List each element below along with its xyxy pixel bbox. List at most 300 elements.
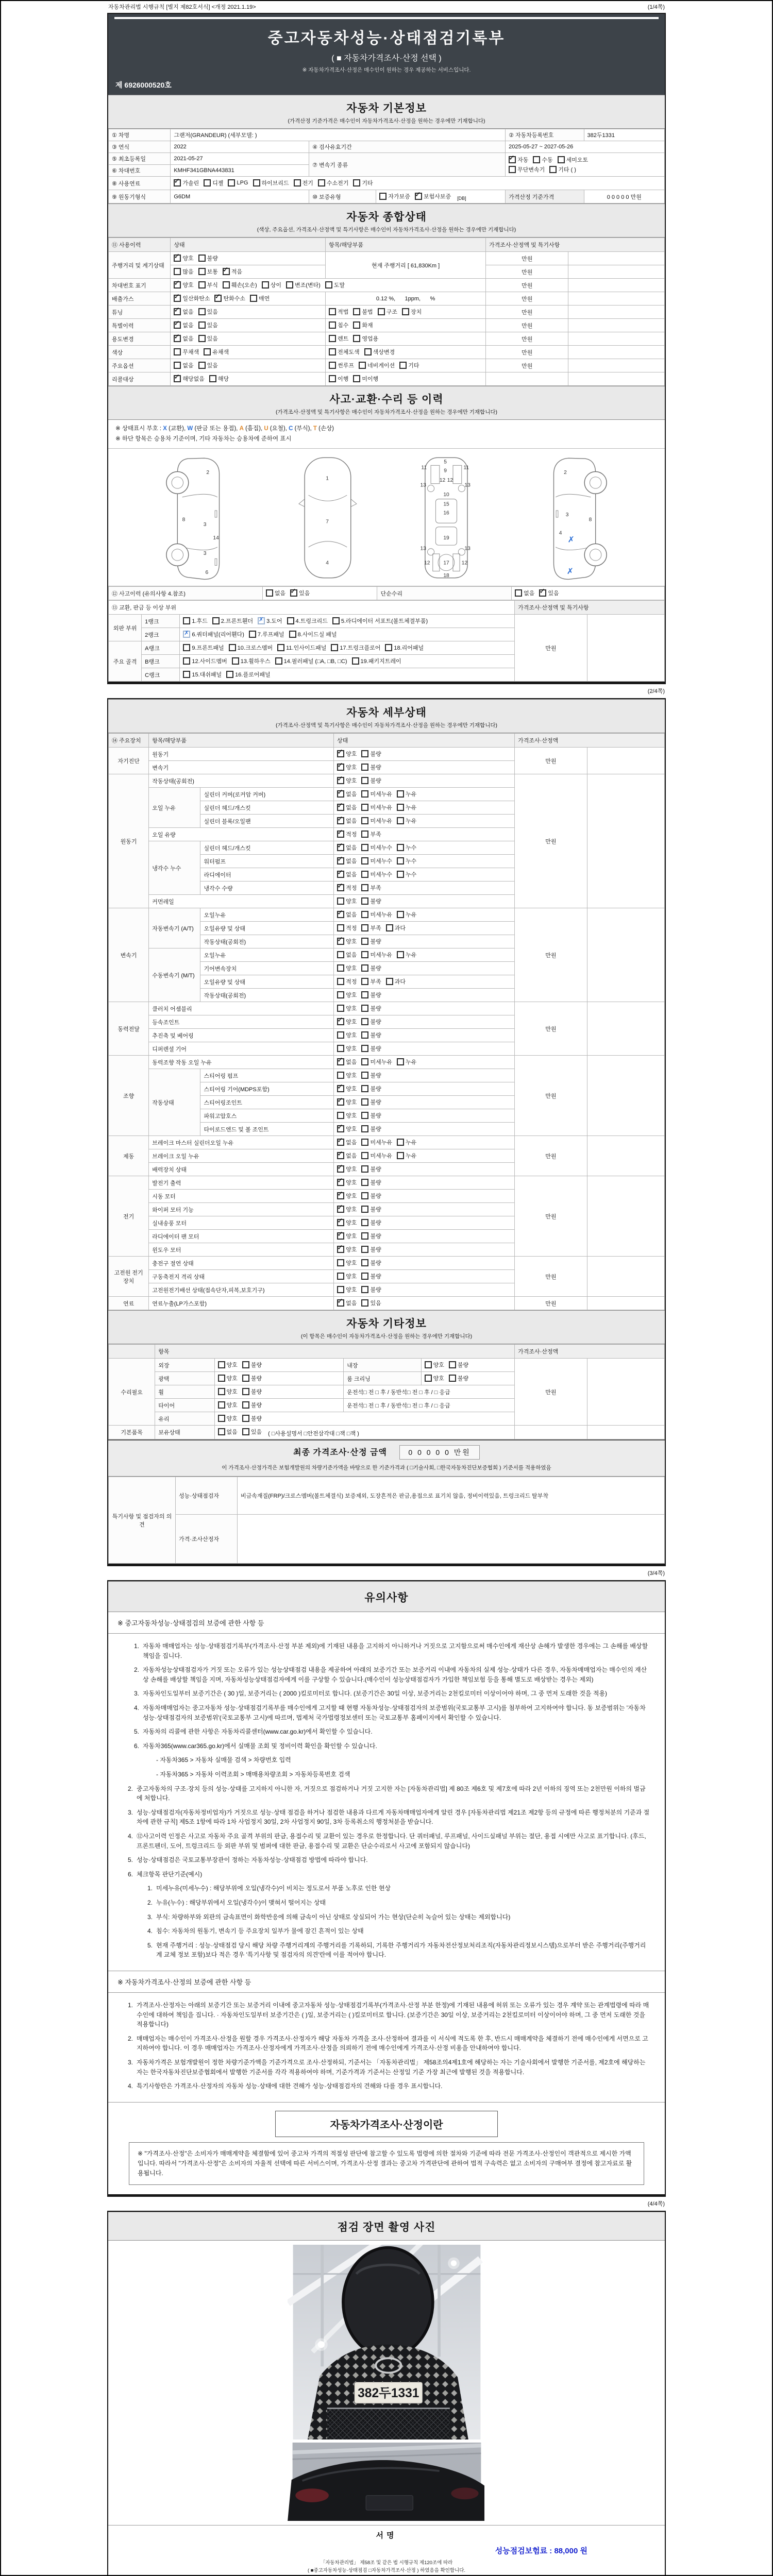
불량-checkbox[interactable] xyxy=(361,764,368,771)
불량-checkbox[interactable] xyxy=(361,777,368,784)
과다-checkbox[interactable] xyxy=(386,924,393,931)
불법-checkbox[interactable] xyxy=(353,308,360,315)
누유-checkbox[interactable] xyxy=(397,790,404,798)
10.크로스멤버-checkbox[interactable] xyxy=(229,644,236,651)
status-cell xyxy=(334,935,515,948)
없음-checkbox[interactable] xyxy=(337,1152,344,1159)
불량-checkbox[interactable] xyxy=(361,1072,368,1079)
부족-checkbox[interactable] xyxy=(361,978,368,985)
device-label: 변속기 xyxy=(109,908,149,1002)
양호-checkbox[interactable] xyxy=(337,938,344,945)
양호-checkbox[interactable] xyxy=(174,255,181,262)
없음-checkbox[interactable] xyxy=(337,1058,344,1065)
해당-checkbox[interactable] xyxy=(209,375,216,382)
훼손(오손)-checkbox[interactable] xyxy=(223,281,230,289)
price-cell: 만원 xyxy=(486,279,568,292)
미세누수-checkbox[interactable] xyxy=(361,857,368,865)
notice-item xyxy=(113,1689,651,1699)
overall-subtitle: (색상, 주요옵션, 가격조사·산정액 및 특기사항은 매수인이 자동차가격조사·산정을 원하는 경우에만 기재합니다) xyxy=(257,227,516,233)
불량-checkbox[interactable] xyxy=(361,1031,368,1039)
notice-text: ⑫사고이력 인정은 사고로 자동차 주요 골격 부위의 판금, 용접수리 및 교환이 있는 경우로 한정합니다. 단 쿼터패널, 루프패널, 사이드실패널 부위는 절단, 용접 시에만 사고로 표기합니다. (후드, 프론트펜더, 도어, 트렁크리드 등 외판 부위 및 범퍼에 대한 판금, 용접수리 및 교환은 단순수리로서 사고에 포함되지 않습니다) xyxy=(137,1833,646,1850)
sub-group-label: 자동변속기 (A/T) xyxy=(149,908,200,948)
option-label: 디젤 xyxy=(212,180,224,187)
basic-info-title: 자동차 기본정보 xyxy=(346,103,427,114)
4.트렁크리드-checkbox[interactable] xyxy=(287,617,294,624)
세미오토-checkbox[interactable] xyxy=(558,156,565,163)
렌트-checkbox[interactable] xyxy=(329,335,336,342)
누유-checkbox[interactable] xyxy=(397,1058,404,1065)
양호-checkbox[interactable] xyxy=(337,1005,344,1012)
자동-checkbox[interactable] xyxy=(509,156,516,163)
유채색-checkbox[interactable] xyxy=(204,348,211,355)
status-cell xyxy=(334,1216,515,1230)
option-label: 장치 xyxy=(410,309,422,315)
양호-checkbox[interactable] xyxy=(337,1192,344,1199)
일산화탄소-checkbox[interactable] xyxy=(174,295,181,302)
불량-checkbox[interactable] xyxy=(242,1401,249,1409)
price-cell: 만원 xyxy=(515,1136,587,1176)
16.플로어패널-checkbox[interactable] xyxy=(226,671,233,678)
notice-number: 1. xyxy=(133,1642,139,1650)
note-cell xyxy=(587,908,664,1002)
양호-checkbox[interactable] xyxy=(337,750,344,757)
checkbox-option xyxy=(242,1374,262,1382)
네비게이션-checkbox[interactable] xyxy=(359,362,366,369)
usage-history-label: 특별이력 xyxy=(109,319,171,332)
item-label: 파워고압호스 xyxy=(200,1109,334,1123)
5.라디에이터 서포트(볼트체결부품)-checkbox[interactable] xyxy=(332,617,340,624)
notices-list-2 xyxy=(108,1993,665,2102)
checkbox-option xyxy=(361,1044,381,1053)
불량-checkbox[interactable] xyxy=(449,1375,456,1382)
checkbox-option xyxy=(361,830,381,838)
없음-checkbox[interactable] xyxy=(337,804,344,811)
table-row xyxy=(109,1515,665,1564)
전기-checkbox[interactable] xyxy=(294,179,301,187)
col-major-device: ⑭ 주요장치 xyxy=(109,734,149,748)
19.패키지트레이-checkbox[interactable] xyxy=(352,657,359,665)
signature-line-1: 「자동차관리법」 제58조 및 같은 법 시행규칙 제120조에 따라 xyxy=(320,2560,453,2566)
있음-checkbox[interactable] xyxy=(290,589,297,597)
checkbox-option xyxy=(337,1125,357,1133)
checkbox-option xyxy=(337,1165,357,1173)
양호-checkbox[interactable] xyxy=(337,764,344,771)
불량-checkbox[interactable] xyxy=(361,1112,368,1119)
없음-checkbox[interactable] xyxy=(337,857,344,865)
양호-checkbox[interactable] xyxy=(337,1273,344,1280)
기타-checkbox[interactable] xyxy=(399,362,407,369)
불량-checkbox[interactable] xyxy=(361,1045,368,1052)
미세누수-checkbox[interactable] xyxy=(361,871,368,878)
미이행-checkbox[interactable] xyxy=(353,375,360,382)
있음-checkbox[interactable] xyxy=(198,335,206,342)
미세누유-checkbox[interactable] xyxy=(361,790,368,798)
불량-checkbox[interactable] xyxy=(242,1415,249,1422)
양호-checkbox[interactable] xyxy=(337,897,344,905)
불량-checkbox[interactable] xyxy=(361,1206,368,1213)
option-label: 불량 xyxy=(370,992,381,999)
replaced-panel-x-mark: ✗ xyxy=(566,567,574,577)
note-cell xyxy=(587,1002,664,1056)
checkbox-option xyxy=(337,1084,357,1093)
누수-checkbox[interactable] xyxy=(397,844,404,851)
불량-checkbox[interactable] xyxy=(361,1005,368,1012)
appraiser-opinion xyxy=(238,1515,665,1564)
불량-checkbox[interactable] xyxy=(361,1219,368,1226)
미세누유-checkbox[interactable] xyxy=(361,911,368,918)
불량-checkbox[interactable] xyxy=(242,1388,249,1395)
checkbox-option xyxy=(337,1192,357,1200)
other-info-section-header xyxy=(108,1310,665,1344)
없음-checkbox[interactable] xyxy=(218,1428,225,1435)
양호-checkbox[interactable] xyxy=(337,1112,344,1119)
부족-checkbox[interactable] xyxy=(361,831,368,838)
checkbox-option xyxy=(329,361,354,369)
있음-checkbox[interactable] xyxy=(198,308,206,315)
table-header-row xyxy=(109,601,665,615)
무채색-checkbox[interactable] xyxy=(174,348,181,355)
미세누유-checkbox[interactable] xyxy=(361,1058,368,1065)
기타 ( )-checkbox[interactable] xyxy=(549,166,557,173)
8.사이드실 패널-checkbox[interactable] xyxy=(289,631,296,638)
부식-checkbox[interactable] xyxy=(198,281,206,289)
checkbox-option xyxy=(204,179,223,187)
svg-text:14: 14 xyxy=(213,535,219,541)
장치-checkbox[interactable] xyxy=(402,308,409,315)
양호-checkbox[interactable] xyxy=(218,1375,225,1382)
6.쿼터패널(리어휀다)-checkbox[interactable] xyxy=(183,631,190,638)
1.후드-checkbox[interactable] xyxy=(183,617,190,624)
양호-checkbox[interactable] xyxy=(337,1206,344,1213)
불량-checkbox[interactable] xyxy=(361,1125,368,1132)
양호-checkbox[interactable] xyxy=(425,1375,432,1382)
누유-checkbox[interactable] xyxy=(397,911,404,918)
option-label: 있음 xyxy=(207,363,218,369)
table-row xyxy=(109,1359,665,1372)
기타-checkbox[interactable] xyxy=(353,179,360,187)
불량-checkbox[interactable] xyxy=(361,964,368,972)
불량-checkbox[interactable] xyxy=(361,1098,368,1106)
적정-checkbox[interactable] xyxy=(337,924,344,931)
불량-checkbox[interactable] xyxy=(361,1085,368,1092)
보통-checkbox[interactable] xyxy=(198,268,206,275)
table-row xyxy=(109,346,665,359)
17.트렁크플로어-checkbox[interactable] xyxy=(331,644,338,651)
option-label: 없음 xyxy=(346,1140,357,1146)
note-cell xyxy=(587,1359,664,1426)
불량-checkbox[interactable] xyxy=(361,938,368,945)
상이-checkbox[interactable] xyxy=(262,281,269,289)
있음-checkbox[interactable] xyxy=(198,362,206,369)
checkbox-option xyxy=(397,843,416,852)
checkbox-option xyxy=(353,321,373,329)
option-label: 누수 xyxy=(405,872,417,878)
있음-checkbox[interactable] xyxy=(361,1299,368,1307)
checkbox-option xyxy=(337,1272,357,1280)
하이브리드-checkbox[interactable] xyxy=(253,179,260,187)
없음-checkbox[interactable] xyxy=(337,951,344,958)
item-label: 와이퍼 모터 기능 xyxy=(149,1203,334,1216)
checkbox-option xyxy=(337,1018,357,1026)
양호-checkbox[interactable] xyxy=(337,1246,344,1253)
없음-checkbox[interactable] xyxy=(174,362,181,369)
양호-checkbox[interactable] xyxy=(337,1085,344,1092)
price-cell: 만원 xyxy=(486,346,568,359)
불량-checkbox[interactable] xyxy=(361,1273,368,1280)
checkbox-option xyxy=(352,657,401,665)
누유-checkbox[interactable] xyxy=(397,1139,404,1146)
notice-number: 2. xyxy=(147,1899,153,1906)
3.도어-checkbox[interactable] xyxy=(258,617,265,624)
불량-checkbox[interactable] xyxy=(361,1286,368,1293)
썬루프-checkbox[interactable] xyxy=(329,362,336,369)
양호-checkbox[interactable] xyxy=(337,1045,344,1052)
item-label: 충전구 절연 상태 xyxy=(149,1257,334,1270)
적정-checkbox[interactable] xyxy=(337,831,344,838)
option-label: 미세누수 xyxy=(370,858,392,865)
table-row xyxy=(109,153,665,165)
checkbox-option xyxy=(379,192,410,200)
car-name-value: 그랜저(GRANDEUR) (세부모델: ) xyxy=(171,129,506,141)
적정-checkbox[interactable] xyxy=(337,884,344,891)
없음-checkbox[interactable] xyxy=(515,589,522,597)
미세누유-checkbox[interactable] xyxy=(361,951,368,958)
option-label: 부족 xyxy=(370,925,381,932)
매연-checkbox[interactable] xyxy=(250,295,257,302)
누유-checkbox[interactable] xyxy=(397,817,404,824)
option-label: 미세누유 xyxy=(370,1059,392,1066)
양호-checkbox[interactable] xyxy=(337,1259,344,1266)
양호-checkbox[interactable] xyxy=(337,1179,344,1186)
svg-text:18: 18 xyxy=(443,572,449,579)
item-label: 오일누유 xyxy=(200,908,334,922)
불량-checkbox[interactable] xyxy=(361,1179,368,1186)
양호-checkbox[interactable] xyxy=(218,1361,225,1368)
option-label: 미세누수 xyxy=(370,872,392,878)
적법-checkbox[interactable] xyxy=(329,308,336,315)
누수-checkbox[interactable] xyxy=(397,871,404,878)
11.인사이드패널-checkbox[interactable] xyxy=(277,644,284,651)
불량-checkbox[interactable] xyxy=(361,1018,368,1025)
inspection-photo-rear xyxy=(288,2443,486,2521)
누유-checkbox[interactable] xyxy=(397,804,404,811)
불량-checkbox[interactable] xyxy=(361,991,368,998)
영업용-checkbox[interactable] xyxy=(353,335,360,342)
option-label: 양호 xyxy=(346,1046,357,1053)
2.프론트휀더-checkbox[interactable] xyxy=(212,617,220,624)
불량-checkbox[interactable] xyxy=(361,897,368,905)
accident-title: 사고·교환·수리 등 이력 xyxy=(329,394,444,405)
status-cell xyxy=(334,1109,515,1123)
미세누수-checkbox[interactable] xyxy=(361,844,368,851)
checkbox-option xyxy=(258,617,282,625)
양호-checkbox[interactable] xyxy=(337,1286,344,1293)
미세누유-checkbox[interactable] xyxy=(361,817,368,824)
부족-checkbox[interactable] xyxy=(361,884,368,891)
양호-checkbox[interactable] xyxy=(425,1361,432,1368)
status-cell xyxy=(214,1399,344,1412)
양호-checkbox[interactable] xyxy=(337,1072,344,1079)
option-label: 없음 xyxy=(346,805,357,811)
불량-checkbox[interactable] xyxy=(242,1361,249,1368)
누유-checkbox[interactable] xyxy=(397,1152,404,1159)
양호-checkbox[interactable] xyxy=(337,1219,344,1226)
notice-number: 5. xyxy=(127,1856,133,1864)
notice-number: 3. xyxy=(127,2058,133,2066)
year-label: ③ 연식 xyxy=(109,141,171,153)
없음-checkbox[interactable] xyxy=(174,308,181,315)
양호-checkbox[interactable] xyxy=(337,991,344,998)
불량-checkbox[interactable] xyxy=(198,255,206,262)
양호-checkbox[interactable] xyxy=(337,1098,344,1106)
item-label: 실내송풍 모터 xyxy=(149,1216,334,1230)
보험사보증-checkbox[interactable] xyxy=(415,193,422,200)
status-cell xyxy=(214,1385,344,1399)
checkbox-option xyxy=(198,267,218,276)
14.필러패널 (□A, □B, □C)-checkbox[interactable] xyxy=(275,657,282,665)
있음-checkbox[interactable] xyxy=(198,321,206,329)
수소전기-checkbox[interactable] xyxy=(318,179,325,187)
LPG-checkbox[interactable] xyxy=(228,179,235,187)
구조-checkbox[interactable] xyxy=(378,308,385,315)
있음-checkbox[interactable] xyxy=(242,1428,249,1435)
notice-item xyxy=(113,1898,651,1908)
불량-checkbox[interactable] xyxy=(449,1361,456,1368)
색상변경-checkbox[interactable] xyxy=(364,348,372,355)
option-label: 매연 xyxy=(258,296,270,302)
checkbox-option xyxy=(286,281,321,289)
부족-checkbox[interactable] xyxy=(361,924,368,931)
미세누유-checkbox[interactable] xyxy=(361,1139,368,1146)
불량-checkbox[interactable] xyxy=(361,750,368,757)
미세누유-checkbox[interactable] xyxy=(361,1152,368,1159)
notice-item xyxy=(113,1755,651,1765)
양호-checkbox[interactable] xyxy=(337,1232,344,1240)
불량-checkbox[interactable] xyxy=(361,1165,368,1173)
양호-checkbox[interactable] xyxy=(337,1125,344,1132)
불량-checkbox[interactable] xyxy=(361,1259,368,1266)
checkbox-option xyxy=(218,1374,238,1382)
불량-checkbox[interactable] xyxy=(361,1232,368,1240)
불량-checkbox[interactable] xyxy=(361,1246,368,1253)
양호-checkbox[interactable] xyxy=(218,1401,225,1409)
변조(변타)-checkbox[interactable] xyxy=(286,281,293,289)
양호-checkbox[interactable] xyxy=(218,1415,225,1422)
과다-checkbox[interactable] xyxy=(386,978,393,985)
양호-checkbox[interactable] xyxy=(337,777,344,784)
item-label: 실린더 커버(로커암 커버) xyxy=(200,788,334,801)
없음-checkbox[interactable] xyxy=(337,790,344,798)
미세누유-checkbox[interactable] xyxy=(361,804,368,811)
이행-checkbox[interactable] xyxy=(329,375,336,382)
누수-checkbox[interactable] xyxy=(397,857,404,865)
state-code-W: W xyxy=(187,426,193,432)
item-label: 작동상태(공회전) xyxy=(149,774,334,788)
없음-checkbox[interactable] xyxy=(337,1139,344,1146)
price-cell: 만원 xyxy=(486,359,568,372)
없음-checkbox[interactable] xyxy=(337,911,344,918)
탄화수소-checkbox[interactable] xyxy=(214,295,222,302)
checkbox-option xyxy=(399,361,419,369)
자가보증-checkbox[interactable] xyxy=(379,193,386,200)
note-cell xyxy=(587,1297,664,1310)
svg-text:5: 5 xyxy=(444,459,447,465)
12.사이드멤버-checkbox[interactable] xyxy=(183,657,190,665)
option-label: 양호 xyxy=(346,1233,357,1240)
양호-checkbox[interactable] xyxy=(337,1031,344,1039)
불량-checkbox[interactable] xyxy=(242,1375,249,1382)
양호-checkbox[interactable] xyxy=(218,1388,225,1395)
13.휠하우스-checkbox[interactable] xyxy=(232,657,239,665)
checkbox-option xyxy=(361,1058,392,1066)
무단변속기-checkbox[interactable] xyxy=(509,166,516,173)
option-label: 미세누수 xyxy=(370,845,392,852)
option-label: 없음 xyxy=(346,858,357,865)
7.루프패널-checkbox[interactable] xyxy=(249,631,256,638)
전체도색-checkbox[interactable] xyxy=(329,348,336,355)
많음-checkbox[interactable] xyxy=(174,268,181,275)
누유-checkbox[interactable] xyxy=(397,951,404,958)
table-row xyxy=(109,1002,665,1015)
checkbox-option xyxy=(218,1401,238,1409)
가솔린-checkbox[interactable] xyxy=(174,179,181,187)
svg-text:17: 17 xyxy=(443,560,449,566)
적정-checkbox[interactable] xyxy=(337,978,344,985)
checkbox-option xyxy=(361,1205,381,1213)
수동-checkbox[interactable] xyxy=(533,156,540,163)
양호-checkbox[interactable] xyxy=(174,281,181,289)
디젤-checkbox[interactable] xyxy=(204,179,211,187)
화재-checkbox[interactable] xyxy=(353,321,360,329)
양호-checkbox[interactable] xyxy=(337,1018,344,1025)
checkbox-option xyxy=(386,924,406,932)
없음-checkbox[interactable] xyxy=(266,589,273,597)
price-cell: 만원 xyxy=(486,265,568,279)
도말-checkbox[interactable] xyxy=(325,281,332,289)
침수-checkbox[interactable] xyxy=(329,321,336,329)
status-cell xyxy=(326,332,486,346)
없음-checkbox[interactable] xyxy=(174,321,181,329)
transmission-options xyxy=(506,153,665,177)
없음-checkbox[interactable] xyxy=(174,335,181,342)
불량-checkbox[interactable] xyxy=(361,1192,368,1199)
양호-checkbox[interactable] xyxy=(337,964,344,972)
notice-number: 1. xyxy=(147,1885,153,1892)
18.리어패널-checkbox[interactable] xyxy=(385,644,392,651)
rank-items-cell xyxy=(180,628,515,641)
checkbox-option xyxy=(361,1285,381,1294)
notice-text: 자동차인도일부터 보증기간은 ( 30 )일, 보증거리는 ( 2000 )킬로미터로 합니다. (보증기간은 30일 이상, 보증거리는 2천킬로미터 이상이어야 하며, 그 중 먼저 도래한 것을 적용) xyxy=(143,1690,608,1698)
양호-checkbox[interactable] xyxy=(337,1165,344,1173)
있음-checkbox[interactable] xyxy=(539,589,546,597)
없음-checkbox[interactable] xyxy=(337,1299,344,1307)
없음-checkbox[interactable] xyxy=(337,817,344,824)
checkbox-option xyxy=(337,1232,357,1240)
checkbox-option xyxy=(353,179,373,187)
없음-checkbox[interactable] xyxy=(337,871,344,878)
없음-checkbox[interactable] xyxy=(337,844,344,851)
status-cell xyxy=(334,895,515,908)
status-cell xyxy=(334,1283,515,1297)
col-state: 상태 xyxy=(334,734,515,748)
15.대쉬패널-checkbox[interactable] xyxy=(183,671,190,678)
해당없음-checkbox[interactable] xyxy=(174,375,181,382)
checkbox-option xyxy=(337,1259,357,1267)
notice-text: 가격조사·산정자는 아래의 보증기간 또는 보증거리 이내에 중고자동차 성능·상태점검기록부(가격조사·산정 부분 한정)에 기재된 내용에 허위 또는 오류가 있는 경우 계약 또는 관계법령에 따라 매수인에 대하여 책임을 집니다. · 자동차인도일부터 보증기간은 ( )일, 보증거리는 ( )킬로미터로 합니다. (보증기간은 30일 이상, 보증거리는 2천킬로미터 이상이어야 하며, 그 중 먼저 도래한 것을 적용합니다) xyxy=(137,2001,649,2028)
적음-checkbox[interactable] xyxy=(223,268,230,275)
9.프론트패널-checkbox[interactable] xyxy=(183,644,190,651)
checkbox-option xyxy=(209,375,229,383)
